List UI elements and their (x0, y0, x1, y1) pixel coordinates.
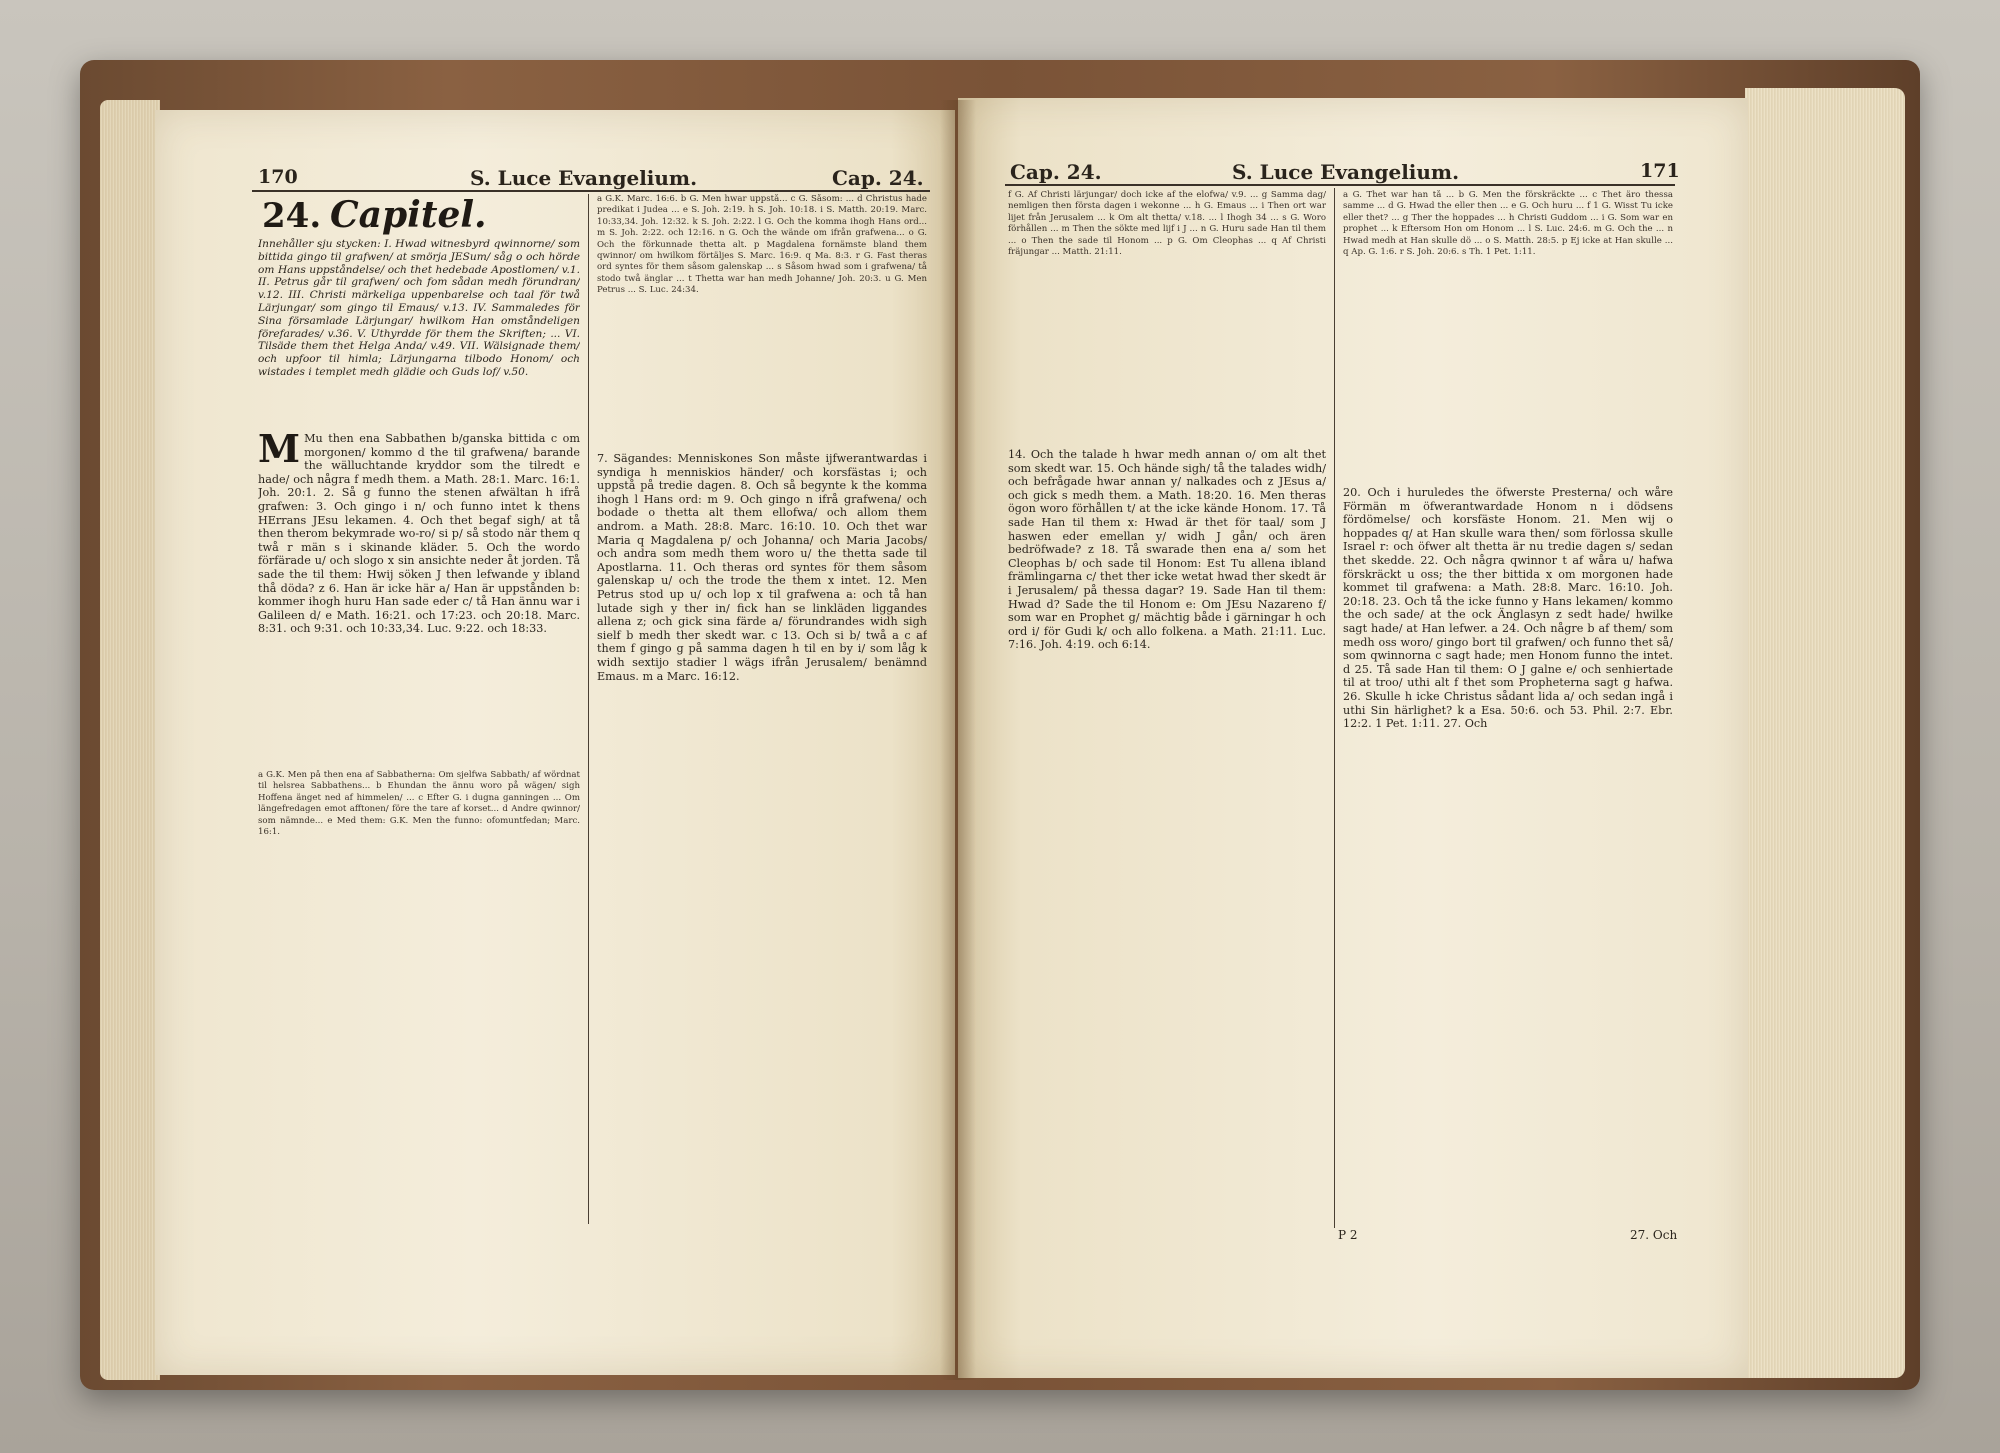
left-page-number: 170 (258, 166, 298, 188)
right-col1-verses: 14. Och the talade h hwar medh annan o/ om alt thet som skedt war. 15. Och hände sigh/ tå the talades widh/ och befrågade hwar annan y/ nalkades och z JEsus a/ och gick s medh them. a Math. 18:20. 16. Men theras ögon woro förhållen t/ at the icke kände Honom. 17. Tå sade Han til them x: Hwad är thet för taal/ som J haswen eder emellan y/ widh J gån/ och ären bedröfwade? z 18. Tå swarade then ena a/ som het Cleophas b/ och sade til Honom: Est Tu allena ibland främlingarna c/ thet ther icke wetat hwad ther skedt är i Jerusalem/ på thessa dagar? 19. Sade Han til them: Hwad d? Sade the til Honom e: Om JEsu Nazareno f/ som war en Prophet g/ mächtig både i gärningar h och ord i/ för Gudi k/ och allo folkena. a Math. 21:11. Luc. 7:16. Joh. 4:19. och 6:14. (1008, 448, 1326, 652)
right-header-rule (1005, 184, 1675, 186)
left-col2-verses: 7. Sägandes: Menniskones Son måste ijfwerantwardas i syndiga h menniskios händer/ och korsfästas i; och uppstå på tredie dagen. 8. Och så begynte k the komma ihogh l Hans ord: m 9. Och gingo n ifrå grafwena/ och bodade o thetta alt them ellofwa/ och allom them androm. a Math. 28:8. Marc. 16:10. 10. Och thet war Maria q Magdalena p/ och Johanna/ och Maria Jacobs/ och andra som medh them woro u/ the thetta sade til Apostlarna. 11. Och theras ord syntes för them såsom galenskap u/ och the trode the them x intet. 12. Men Petrus stod up u/ och lop x til grafwena a: och tå han lutade sigh y ther in/ fick han se linkläden liggandes allena z; och gick sina färde a/ förundrandes widh sigh sielf b medh ther skedt war. c 13. Och si b/ twå a c af them f gingo g på samma dagen h til en by i/ som låg k widh sextijo stadier l wägs ifrån Jerusalem/ benämnd Emaus. m a Marc. 16:12. (597, 452, 927, 683)
right-page-number: 171 (1640, 160, 1680, 182)
left-col2-notes: a G.K. Marc. 16:6. b G. Men hwar uppstå... c G. Såsom: ... d Christus hade predikat i Judea ... e S. Joh. 2:19. h S. Joh. 10:18. i S. Matth. 20:19. Marc. 10:33,34. Joh. 12:32. k S. Joh. 2:22. l G. Och the komma ihogh Hans ord... m S. Joh. 2:22. och 12:16. n G. Och the wände om ifrån grafwena... o G. Och the förkunnade thetta alt. p Magdalena fornämste bland them qwinnor/ om hwilkom förtäljes S. Marc. 16:9. q Ma. 8:3. r G. Fast theras ord syntes för them såsom galenskap ... s Såsom hwad som i grafwena/ tå stodo twå änglar ... t Thetta war han medh Johanne/ Joh. 20:3. u G. Men Petrus ... S. Luc. 24:34. (597, 194, 927, 296)
signature-mark: P 2 (1338, 1228, 1358, 1242)
left-running-title: S. Luce Evangelium. (470, 166, 698, 190)
left-chapter-label: Cap. 24. (832, 166, 924, 190)
left-col1-verse-text: Mu then ena Sabbathen b/ganska bittida c om morgonen/ kommo d the til grafwena/ barande the wälluchtande kryddor som the tilredt e hade/ och några f medh them. a Math. 28:1. Marc. 16:1. Joh. 20:1. 2. Så g funno the stenen afwältan h ifrå grafwen: 3. Och gingo i n/ och funno intet k thens HErrans JEsu lekamen. 4. Och thet begaf sigh/ at tå then therom bekymrade wo-ro/ si p/ så stodo när them q twå r män s i skinande kläder. 5. Och the wordo förfärade u/ och slogo x sin ansichte neder åt jorden. Tå sade the til them: Hwij söken J then lefwande y ibland thå döda? z 6. Han är icke här a/ Han är uppstånden b: kommer ihogh huru Han sade eder c/ tå Han ännu war i Galileen d/ e Math. 16:21. och 17:23. och 20:18. Marc. 8:31. och 9:31. och 10:33,34. Luc. 9:22. och 18:33. (258, 432, 580, 636)
chapter-heading: Capitel. (330, 194, 487, 236)
chapter-summary: Innehåller sju stycken: I. Hwad witnesbyrd qwinnorne/ som bittida gingo til grafwen/ at smörja JESum/ såg o och hörde om Hans uppståndelse/ och thet hedebade Apostlomen/ v.1. II. Petrus går til grafwen/ och fom sådan medh förundran/ v.12. III. Christi märkeliga uppenbarelse och taal för twå Lärjungar/ som gingo til Emaus/ v.13. IV. Sammaledes för Sina församlade Lärjungar/ hwilkom Han omståndeligen förefarades/ v.36. V. Uthyrdde för them the Skriften; ... VI. Tilsäde them thet Helga Anda/ v.49. VII. Wälsignade them/ och upfoor til himla; Lärjungarna tilbodo Honom/ och wistades i templet medh glädie och Guds lof/ v.50. (258, 238, 580, 378)
drop-cap: M (258, 432, 301, 471)
right-col2-verses: 20. Och i huruledes the öfwerste Presterna/ och wåre Förmän m öfwerantwardade Honom n i dödsens fördömelse/ och korsfäste Honom. 21. Men wij o hoppades q/ at Han skulle wara then/ som förlossa skulle Israel r: och öfwer alt thetta är nu tredie dagen s/ sedan thet skedde. 22. Och några qwinnor t af wåra u/ hafwa förskräckt u oss; the ther bittida x om morgonen hade kommet til grafwena: a Math. 28:8. Marc. 16:10. Joh. 20:18. 23. Och tå the icke funno y Hans lekamen/ kommo the och sade/ at the ock Änglasyn z sedt hade/ hwilke sagt hade/ at Han lefwer. a 24. Och någre b af them/ som medh oss woro/ gingo bort til grafwen/ och funno thet så/ som qwinnorna c sagt hade; men Honom funno the intet. d 25. Tå sade Han til them: O J galne e/ och senhiertade til at troo/ uthi alt f thet som Propheterna sagt g hafwa. 26. Skulle h icke Christus sådant lida a/ och sedan ingå i uthi Sin härlighet? k a Esa. 50:6. och 53. Phil. 2:7. Ebr. 12:2. 1 Pet. 1:11. 27. Och (1343, 486, 1673, 731)
right-col2-notes: a G. Thet war han tå ... b G. Men the förskräckte ... c Thet äro thessa samme ... d G. Hwad the eller then ... e G. Och huru ... f 1 G. Wisst Tu icke eller thet? ... g Ther the hoppades ... h Christi Guddom ... i G. Som war en prophet ... k Eftersom Hon om Honom ... l S. Luc. 24:6. m G. Och the ... n Hwad medh at Han skulle dö ... o S. Matth. 28:5. p Ej icke at Han skulle ... q Ap. G. 1:6. r S. Joh. 20:6. s Th. 1 Pet. 1:11. (1343, 190, 1673, 258)
book-gutter (940, 100, 976, 1380)
left-column-divider (588, 194, 589, 1224)
right-column-divider (1334, 188, 1335, 1228)
left-page-edges (100, 100, 160, 1380)
left-col1-verses (258, 432, 580, 762)
left-header-rule (252, 190, 930, 192)
right-chapter-label: Cap. 24. (1010, 160, 1102, 184)
chapter-number: 24. (262, 196, 322, 236)
right-running-title: S. Luce Evangelium. (1232, 160, 1460, 184)
right-col1-notes: f G. Af Christi lärjungar/ doch icke af the elofwa/ v.9. ... g Samma dag/ nemligen then första dagen i wekonne ... h G. Emaus ... i Then ort war lijet från Jerusalem ... k Om alt thetta/ v.18. ... l Ihogh 34 ... s G. Woro förhållen ... m Then the sökte med lijf i J ... n G. Huru sade Han til them ... o Then the sade til Honom ... p G. Om Cleophas ... q Af Christi fräjungar ... Matth. 21:11. (1008, 190, 1326, 258)
left-col1-notes: a G.K. Men på then ena af Sabbatherna: Om sjelfwa Sabbath/ af wördnat til helsrea Sabbathens... b Ehundan the ännu woro på wägen/ sigh Hoffena änget ned af himmelen/ ... c Efter G. i dugna ganningen ... Om längefredagen emot afftonen/ före the tare af korset... d Andre qwinnor/ som nämnde... e Med them: G.K. Men the funno: ofomuntfedan; Marc. 16:1. (258, 770, 580, 838)
right-page-edges (1745, 88, 1905, 1378)
catchword: 27. Och (1630, 1228, 1678, 1242)
